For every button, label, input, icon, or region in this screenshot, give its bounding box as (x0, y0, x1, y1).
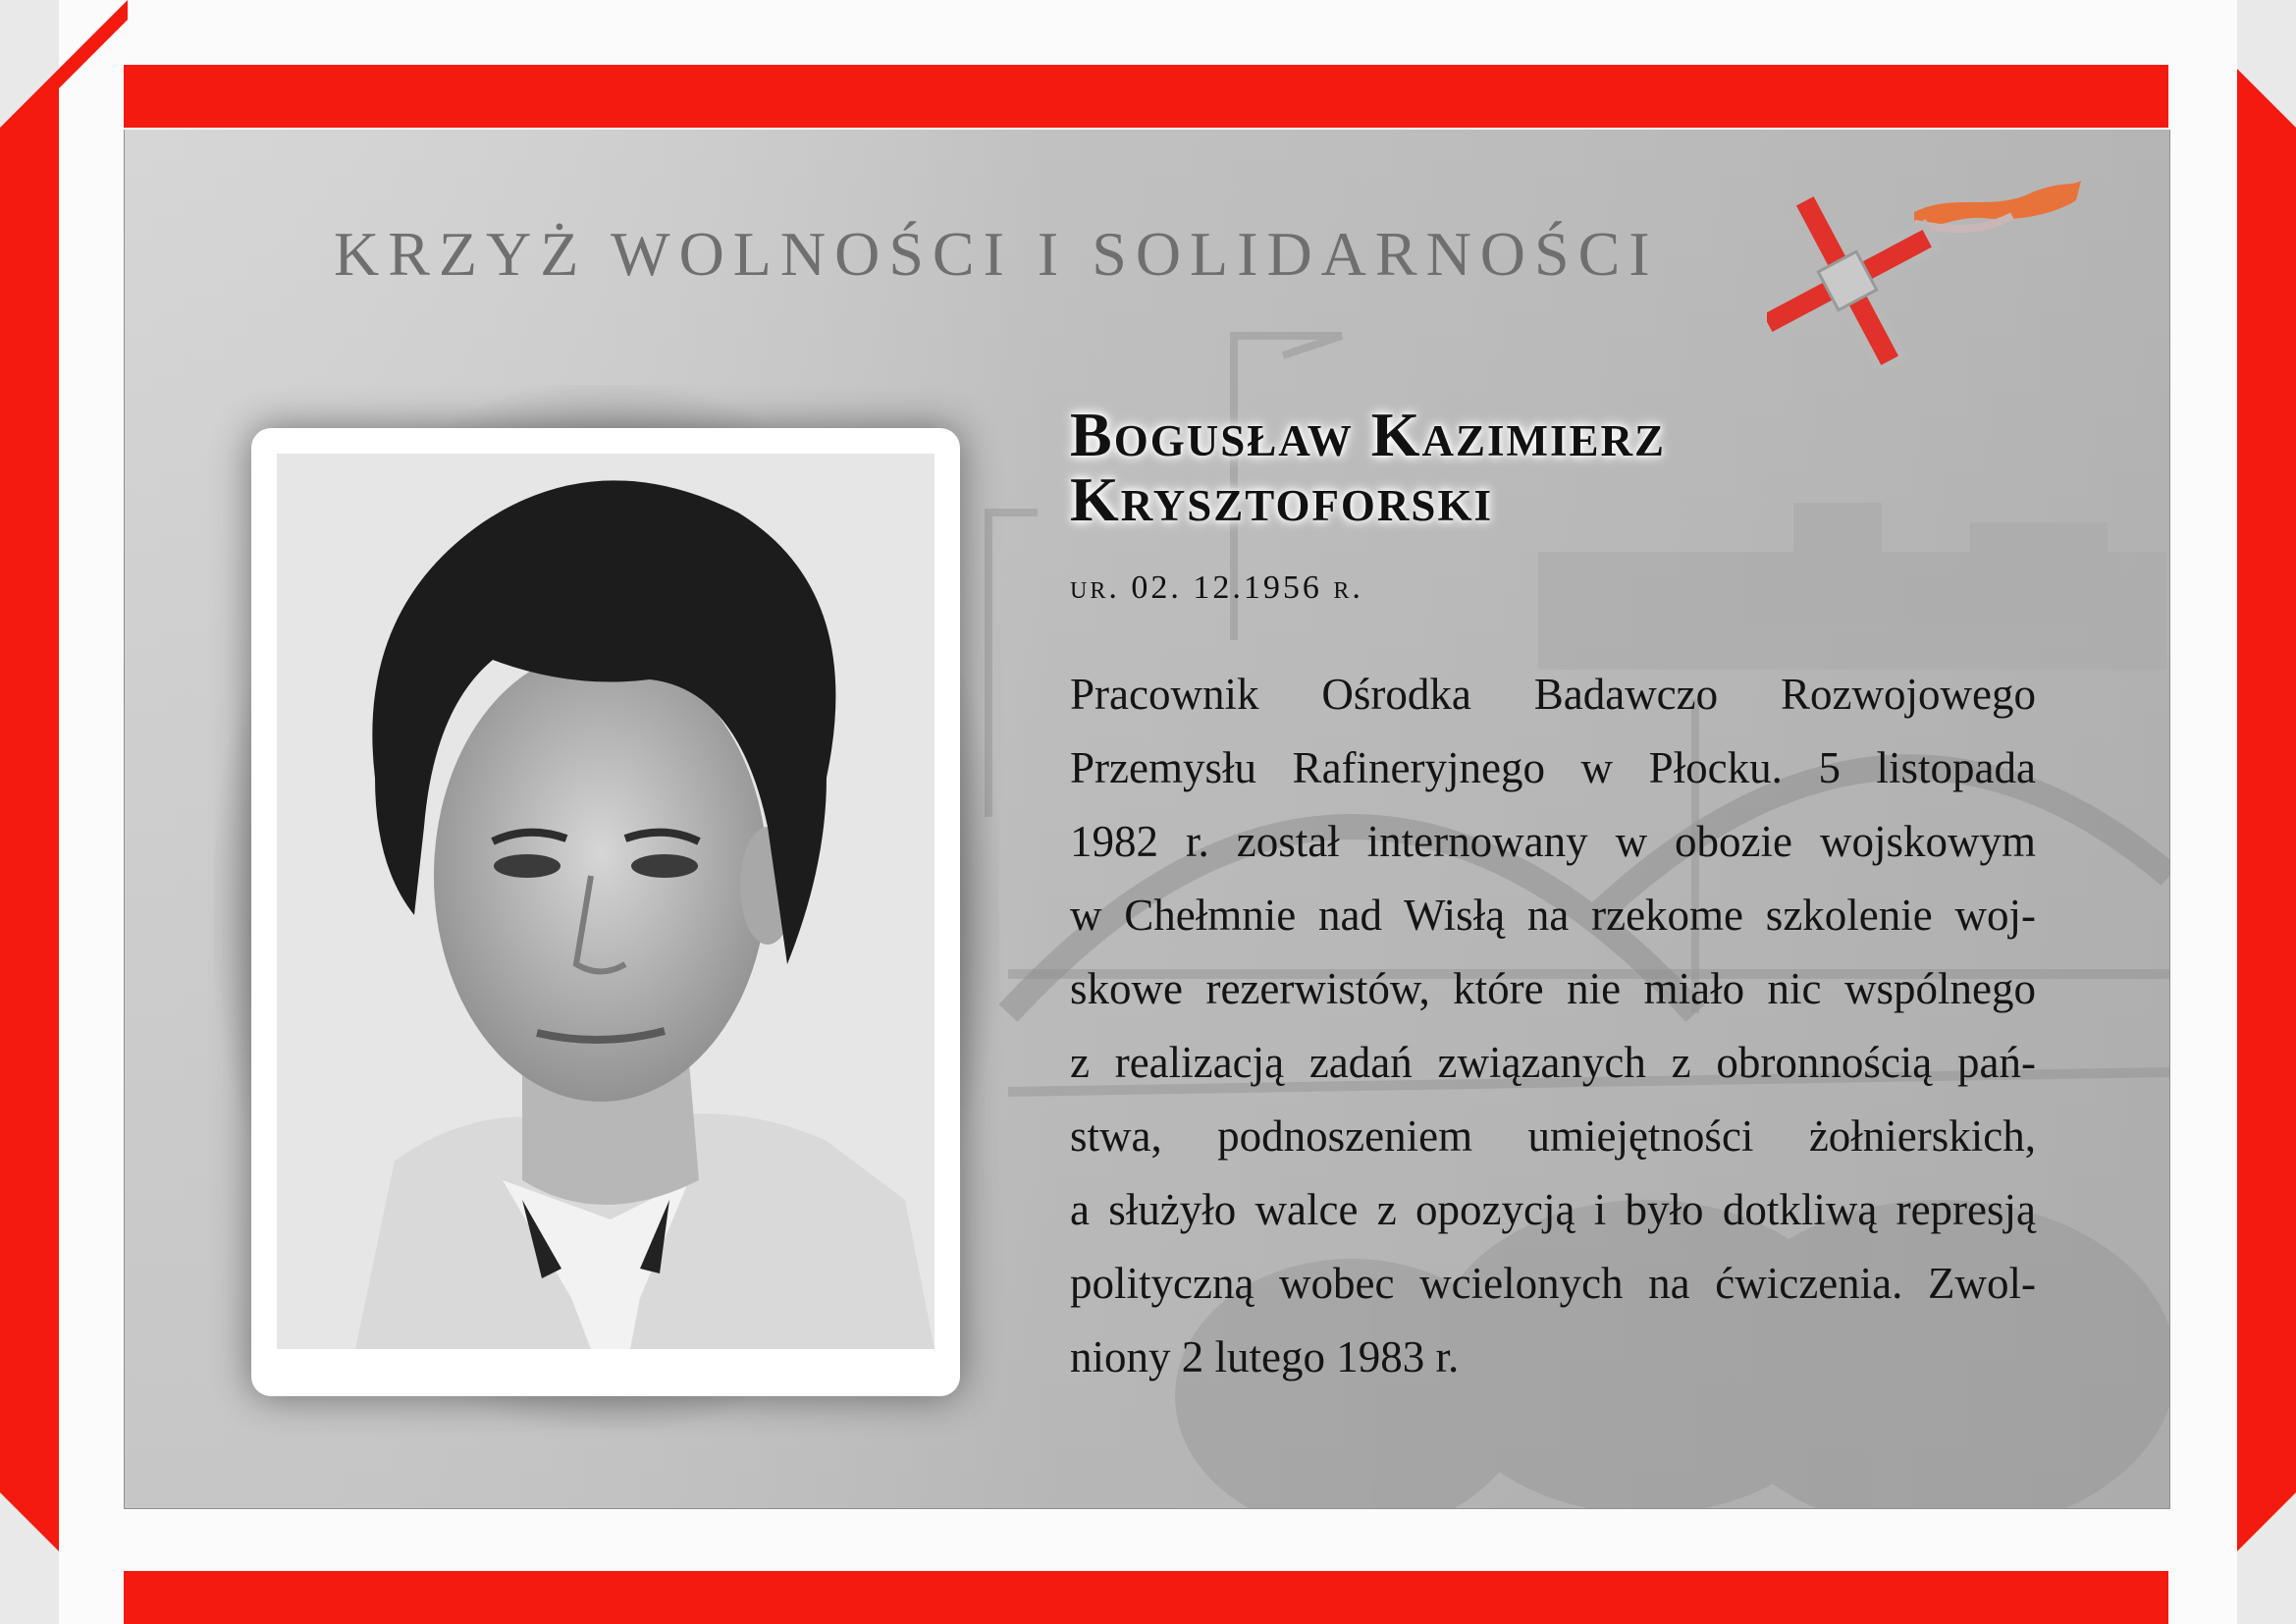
portrait-photo (277, 454, 934, 1349)
bio-line: stwa, podnoszeniem umiejętności żołnierskich, (1070, 1111, 2036, 1161)
portrait-frame (251, 428, 960, 1396)
top-red-stripe (124, 65, 2168, 128)
bio-line: Pracownik Ośrodka Badawczo Rozwojowego (1070, 670, 2036, 719)
birth-date: ur. 02. 12.1956 r. (1070, 569, 1363, 606)
left-red-band (0, 0, 128, 1624)
bio-line: z realizacją zadań związanych z obronnością pań- (1070, 1038, 2036, 1087)
page-title: KRZYŻ WOLNOŚCI I SOLIDARNOŚCI (334, 219, 1659, 289)
bio-line: polityczną wobec wcielonych na ćwiczenia. Zwol- (1070, 1259, 2036, 1308)
person-name-line1: Bogusław Kazimierz (1070, 400, 1667, 469)
bio-line: skowe rezerwistów, które nie miało nic wspólnego (1070, 964, 2036, 1013)
biography (1070, 658, 2036, 1394)
person-name (1070, 400, 2052, 534)
bottom-red-stripe (124, 1571, 2168, 1624)
bio-line: 1982 r. został internowany w obozie wojskowym (1070, 817, 2036, 866)
bio-line: niony 2 lutego 1983 r. (1070, 1332, 1460, 1381)
cross-medal-icon (1767, 173, 2091, 369)
bio-line: Przemysłu Rafineryjnego w Płocku. 5 listopada (1070, 743, 2036, 792)
person-name-line2: Krysztoforski (1070, 464, 1493, 534)
right-red-band (2168, 0, 2296, 1624)
bio-line: a służyło walce z opozycją i było dotkliwą represją (1070, 1185, 2036, 1234)
bio-line: w Chełmnie nad Wisłą na rzekome szkolenie woj- (1070, 891, 2036, 940)
